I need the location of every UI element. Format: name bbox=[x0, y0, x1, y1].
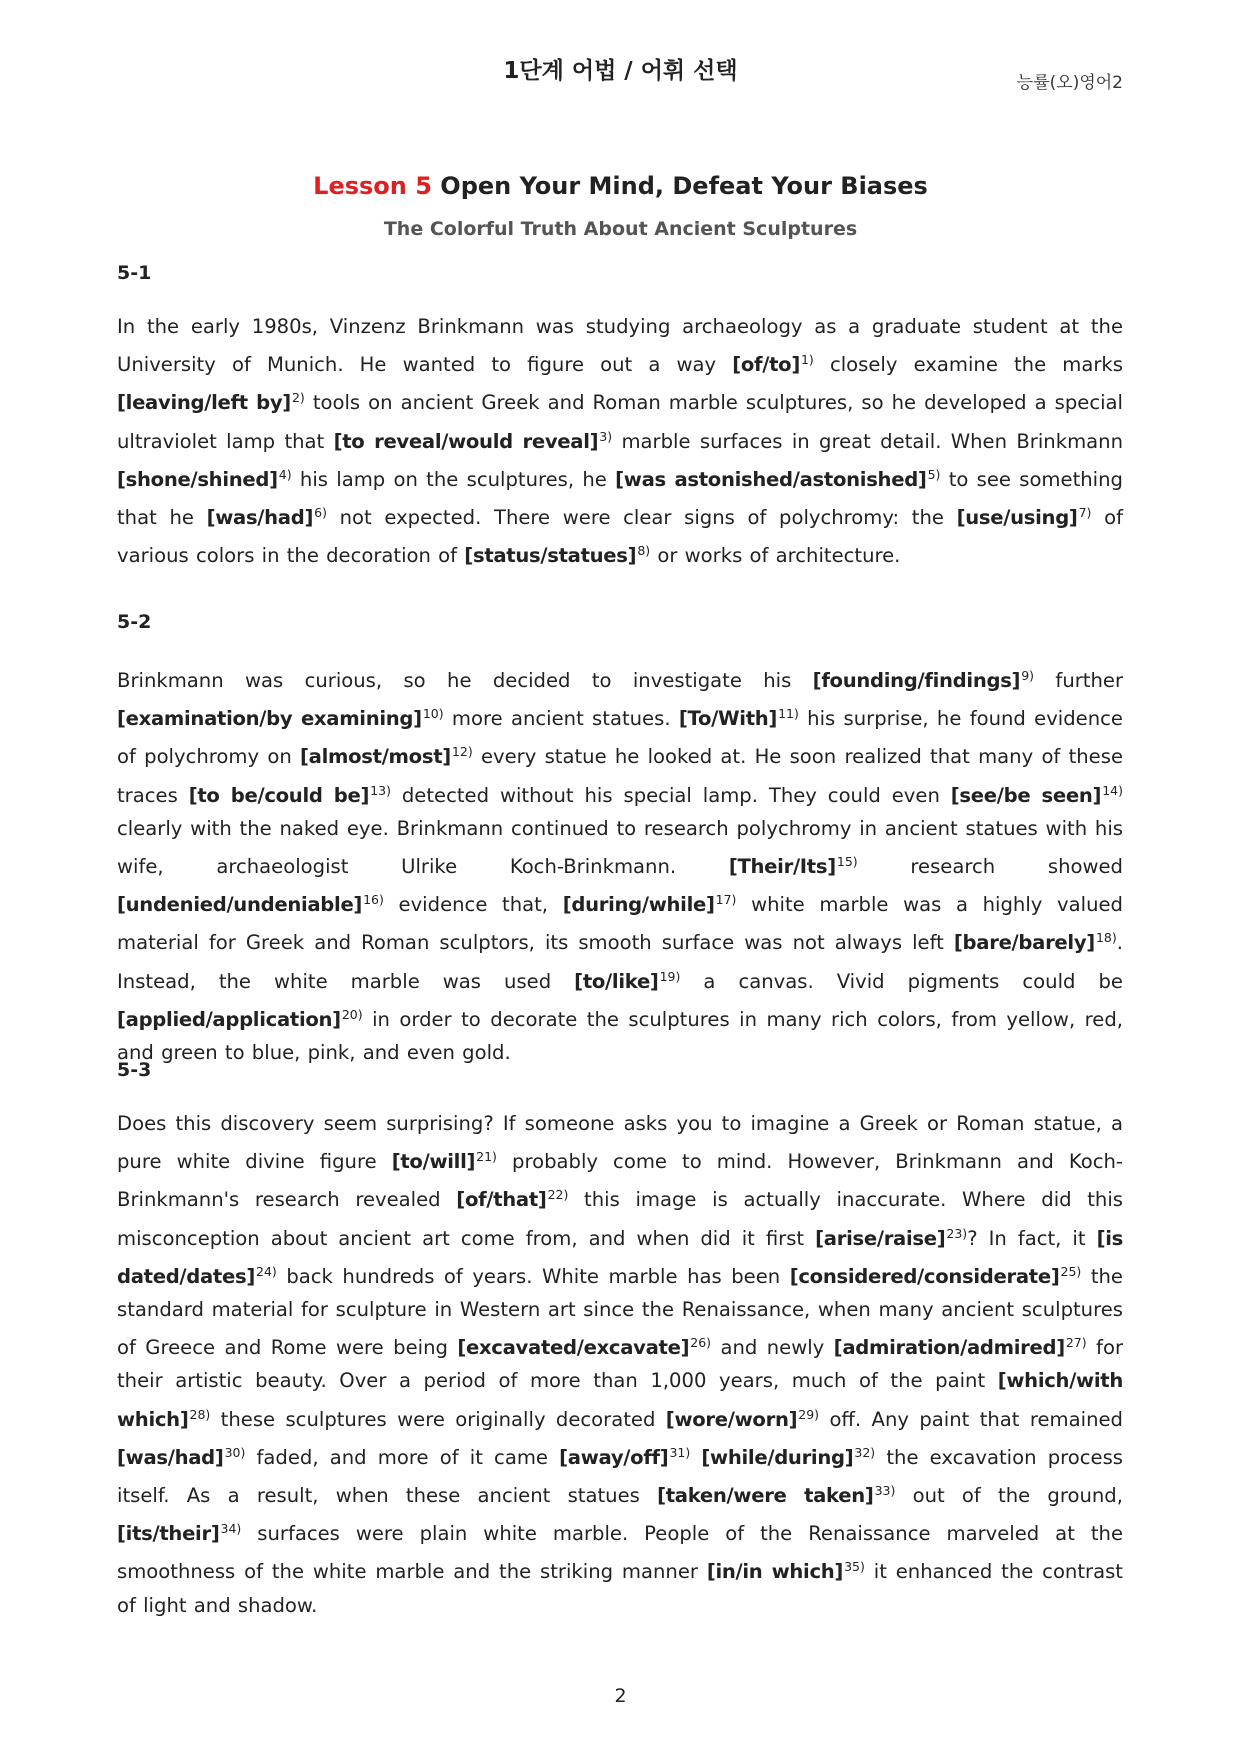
answer-choice-bracket[interactable]: [leaving/left by] bbox=[117, 391, 291, 415]
question-number: 8) bbox=[637, 543, 651, 559]
question-number: 23) bbox=[946, 1225, 968, 1241]
body-text: to see something that he bbox=[117, 467, 1123, 530]
question-number: 6) bbox=[314, 505, 327, 521]
answer-choice-bracket[interactable]: [taken/were taken] bbox=[657, 1484, 874, 1508]
question-number: 35) bbox=[844, 1559, 865, 1575]
section-paragraph bbox=[117, 659, 1123, 1069]
page-number: 2 bbox=[614, 1685, 627, 1707]
section-label: 5-2 bbox=[117, 611, 152, 633]
body-text: out of the ground, bbox=[895, 1484, 1123, 1508]
body-text bbox=[690, 1446, 701, 1469]
section-paragraph bbox=[117, 1107, 1123, 1622]
body-text: faded, and more of it came bbox=[245, 1445, 560, 1469]
question-number: 2) bbox=[291, 390, 305, 406]
body-text: it enhanced the contrast of light and shadow. bbox=[117, 1560, 1123, 1617]
answer-choice-bracket[interactable]: [to be/could be] bbox=[188, 783, 370, 807]
body-text: back hundreds of years. White marble has been bbox=[276, 1264, 790, 1288]
question-number: 26) bbox=[690, 1335, 712, 1351]
answer-choice-bracket[interactable]: [almost/most] bbox=[300, 745, 451, 769]
answer-choice-bracket[interactable]: [to/like] bbox=[574, 969, 659, 993]
section-label: 5-1 bbox=[117, 262, 152, 284]
question-number: 28) bbox=[189, 1406, 211, 1422]
body-text: his lamp on the sculptures, he bbox=[291, 467, 616, 491]
question-number: 12) bbox=[451, 744, 473, 760]
body-text: In the early 1980s, Vinzenz Brinkmann was studying archaeology as a graduate student at the University of Munich. He wanted to figure out a way bbox=[117, 315, 1123, 377]
question-number: 1) bbox=[800, 352, 814, 368]
answer-choice-bracket[interactable]: [away/off] bbox=[559, 1445, 669, 1469]
answer-choice-bracket[interactable]: [considered/considerate] bbox=[789, 1264, 1060, 1288]
question-number: 21) bbox=[476, 1149, 497, 1165]
answer-choice-bracket[interactable]: [its/their] bbox=[117, 1522, 220, 1546]
answer-choice-bracket[interactable]: [see/be seen] bbox=[950, 783, 1102, 807]
answer-choice-bracket[interactable]: [which/with which] bbox=[117, 1369, 1123, 1431]
question-number: 33) bbox=[874, 1483, 896, 1499]
question-number: 9) bbox=[1021, 668, 1035, 683]
body-text: evidence that, bbox=[383, 893, 563, 917]
answer-choice-bracket[interactable]: [to reveal/would reveal] bbox=[333, 429, 599, 453]
question-number: 34) bbox=[220, 1521, 242, 1537]
section-5-3 bbox=[117, 1059, 1123, 1622]
answer-choice-bracket[interactable]: [wore/worn] bbox=[665, 1407, 798, 1431]
body-text: not expected. There were clear signs of polychromy: the bbox=[326, 506, 957, 530]
body-text: surfaces were plain white marble. People of the Renaissance marveled at the smoothness of the white marble and the striking manner bbox=[117, 1522, 1123, 1584]
body-text: his surprise, he found evidence of polychromy on bbox=[117, 707, 1123, 769]
header-textbook-label: 능률(오)영어2 bbox=[1016, 73, 1123, 93]
body-text: detected without his special lamp. They could even bbox=[390, 783, 951, 807]
answer-choice-bracket[interactable]: [was/had] bbox=[206, 506, 314, 530]
answer-choice-bracket[interactable]: [To/With] bbox=[678, 707, 778, 731]
body-text: the standard material for sculpture in Western art since the Renaissance, when many ancient sculptures of Greece and Rome were being bbox=[117, 1264, 1123, 1360]
body-text: off. Any paint that remained bbox=[819, 1407, 1123, 1431]
body-text: Does this discovery seem surprising? If someone asks you to imagine a Greek or Roman statue, a pure white divine figure bbox=[117, 1112, 1123, 1174]
question-number: 27) bbox=[1065, 1335, 1087, 1351]
question-number: 11) bbox=[778, 706, 799, 722]
lesson-subtitle: The Colorful Truth About Ancient Sculptures bbox=[383, 218, 858, 240]
body-text: these sculptures were originally decorated bbox=[210, 1407, 666, 1431]
question-number: 10) bbox=[422, 706, 444, 722]
body-text: research showed bbox=[857, 855, 1123, 879]
body-text: probably come to mind. However, Brinkmann and Koch-Brinkmann's research revealed bbox=[117, 1150, 1123, 1212]
body-text: or works of architecture. bbox=[650, 544, 901, 568]
question-number: 19) bbox=[659, 968, 681, 984]
answer-choice-bracket[interactable]: [in/in which] bbox=[706, 1560, 844, 1584]
body-text: . Instead, the white marble was used bbox=[117, 931, 1123, 993]
answer-choice-bracket[interactable]: [bare/barely] bbox=[953, 931, 1095, 955]
body-text: clearly with the naked eye. Brinkmann continued to research polychromy in ancient statues with his wife, archaeologist Ulrike Koch-Brinkmann. bbox=[117, 816, 1123, 879]
body-text: further bbox=[1034, 669, 1123, 692]
body-text: marble surfaces in great detail. When Brinkmann bbox=[612, 429, 1124, 453]
question-number: 17) bbox=[715, 892, 737, 908]
body-text: more ancient statues. bbox=[443, 707, 679, 731]
question-number: 5) bbox=[927, 466, 941, 482]
answer-choice-bracket[interactable]: [to/will] bbox=[391, 1150, 476, 1174]
answer-choice-bracket[interactable]: [applied/application] bbox=[117, 1007, 341, 1031]
answer-choice-bracket[interactable]: [undenied/undeniable] bbox=[117, 893, 363, 917]
body-text: every statue he looked at. He soon realized that many of these traces bbox=[117, 745, 1123, 807]
body-text: tools on ancient Greek and Roman marble sculptures, so he developed a special ultraviolet lamp that bbox=[117, 391, 1123, 453]
body-text: in order to decorate the sculptures in many rich colors, from yellow, red, and green to blue, pink, and even gold. bbox=[117, 1007, 1123, 1065]
answer-choice-bracket[interactable]: [was/had] bbox=[117, 1445, 224, 1469]
question-number: 30) bbox=[224, 1444, 246, 1460]
question-number: 16) bbox=[363, 892, 384, 908]
section-5-2 bbox=[117, 611, 1123, 1069]
answer-choice-bracket[interactable]: [during/while] bbox=[562, 893, 715, 917]
answer-choice-bracket[interactable]: [of/that] bbox=[456, 1188, 547, 1212]
answer-choice-bracket[interactable]: [founding/findings] bbox=[812, 669, 1021, 692]
answer-choice-bracket[interactable]: [is dated/dates] bbox=[117, 1226, 1123, 1288]
question-number: 15) bbox=[836, 854, 858, 870]
body-text: closely examine the marks bbox=[813, 353, 1123, 377]
question-number: 32) bbox=[854, 1444, 876, 1460]
question-number: 7) bbox=[1078, 505, 1092, 521]
answer-choice-bracket[interactable]: [shone/shined] bbox=[117, 467, 278, 491]
question-number: 24) bbox=[256, 1263, 277, 1279]
answer-choice-bracket[interactable]: [use/using] bbox=[956, 506, 1078, 530]
question-number: 20) bbox=[341, 1006, 363, 1022]
section-label: 5-3 bbox=[117, 1059, 152, 1081]
answer-choice-bracket[interactable]: [of/to] bbox=[732, 353, 800, 377]
body-text: this image is actually inaccurate. Where did this misconception about ancient art come from, and when did it first bbox=[117, 1188, 1123, 1250]
body-text: the excavation process itself. As a result, when these ancient statues bbox=[117, 1445, 1123, 1508]
section-paragraph bbox=[117, 310, 1123, 572]
question-number: 13) bbox=[370, 782, 391, 798]
answer-choice-bracket[interactable]: [arise/raise] bbox=[815, 1226, 946, 1250]
body-text: ? In fact, it bbox=[967, 1226, 1097, 1250]
answer-choice-bracket[interactable]: [examination/by examining] bbox=[117, 707, 422, 731]
question-number: 18) bbox=[1095, 930, 1117, 946]
body-text: white marble was a highly valued material for Greek and Roman sculptors, its smooth surface was not always left bbox=[117, 893, 1123, 955]
question-number: 31) bbox=[669, 1444, 691, 1460]
question-number: 14) bbox=[1102, 782, 1123, 798]
lesson-number: Lesson 5 bbox=[313, 172, 432, 200]
answer-choice-bracket[interactable]: [status/statues] bbox=[464, 544, 637, 568]
body-text: and newly bbox=[711, 1336, 834, 1360]
question-number: 25) bbox=[1060, 1263, 1082, 1279]
lesson-title-text: Open Your Mind, Defeat Your Biases bbox=[440, 172, 928, 200]
question-number: 29) bbox=[798, 1406, 820, 1422]
question-number: 3) bbox=[599, 428, 613, 444]
answer-choice-bracket[interactable]: [Their/Its] bbox=[728, 855, 836, 879]
lesson-title bbox=[0, 172, 1241, 200]
answer-choice-bracket[interactable]: [excavated/excavate] bbox=[457, 1336, 690, 1360]
question-number: 22) bbox=[547, 1187, 569, 1203]
answer-choice-bracket[interactable]: [while/during] bbox=[701, 1445, 854, 1469]
header-title: 1단계 어법 / 어휘 선택 bbox=[503, 58, 738, 84]
answer-choice-bracket[interactable]: [admiration/admired] bbox=[833, 1336, 1065, 1360]
body-text: for their artistic beauty. Over a period of more than 1,000 years, much of the paint bbox=[117, 1336, 1124, 1393]
section-5-1 bbox=[117, 262, 1123, 572]
question-number: 4) bbox=[278, 466, 292, 482]
body-text: a canvas. Vivid pigments could be bbox=[680, 969, 1123, 993]
body-text: Brinkmann was curious, so he decided to investigate his bbox=[117, 669, 813, 692]
answer-choice-bracket[interactable]: [was astonished/astonished] bbox=[615, 467, 927, 491]
body-text: of various colors in the decoration of bbox=[117, 506, 1123, 568]
